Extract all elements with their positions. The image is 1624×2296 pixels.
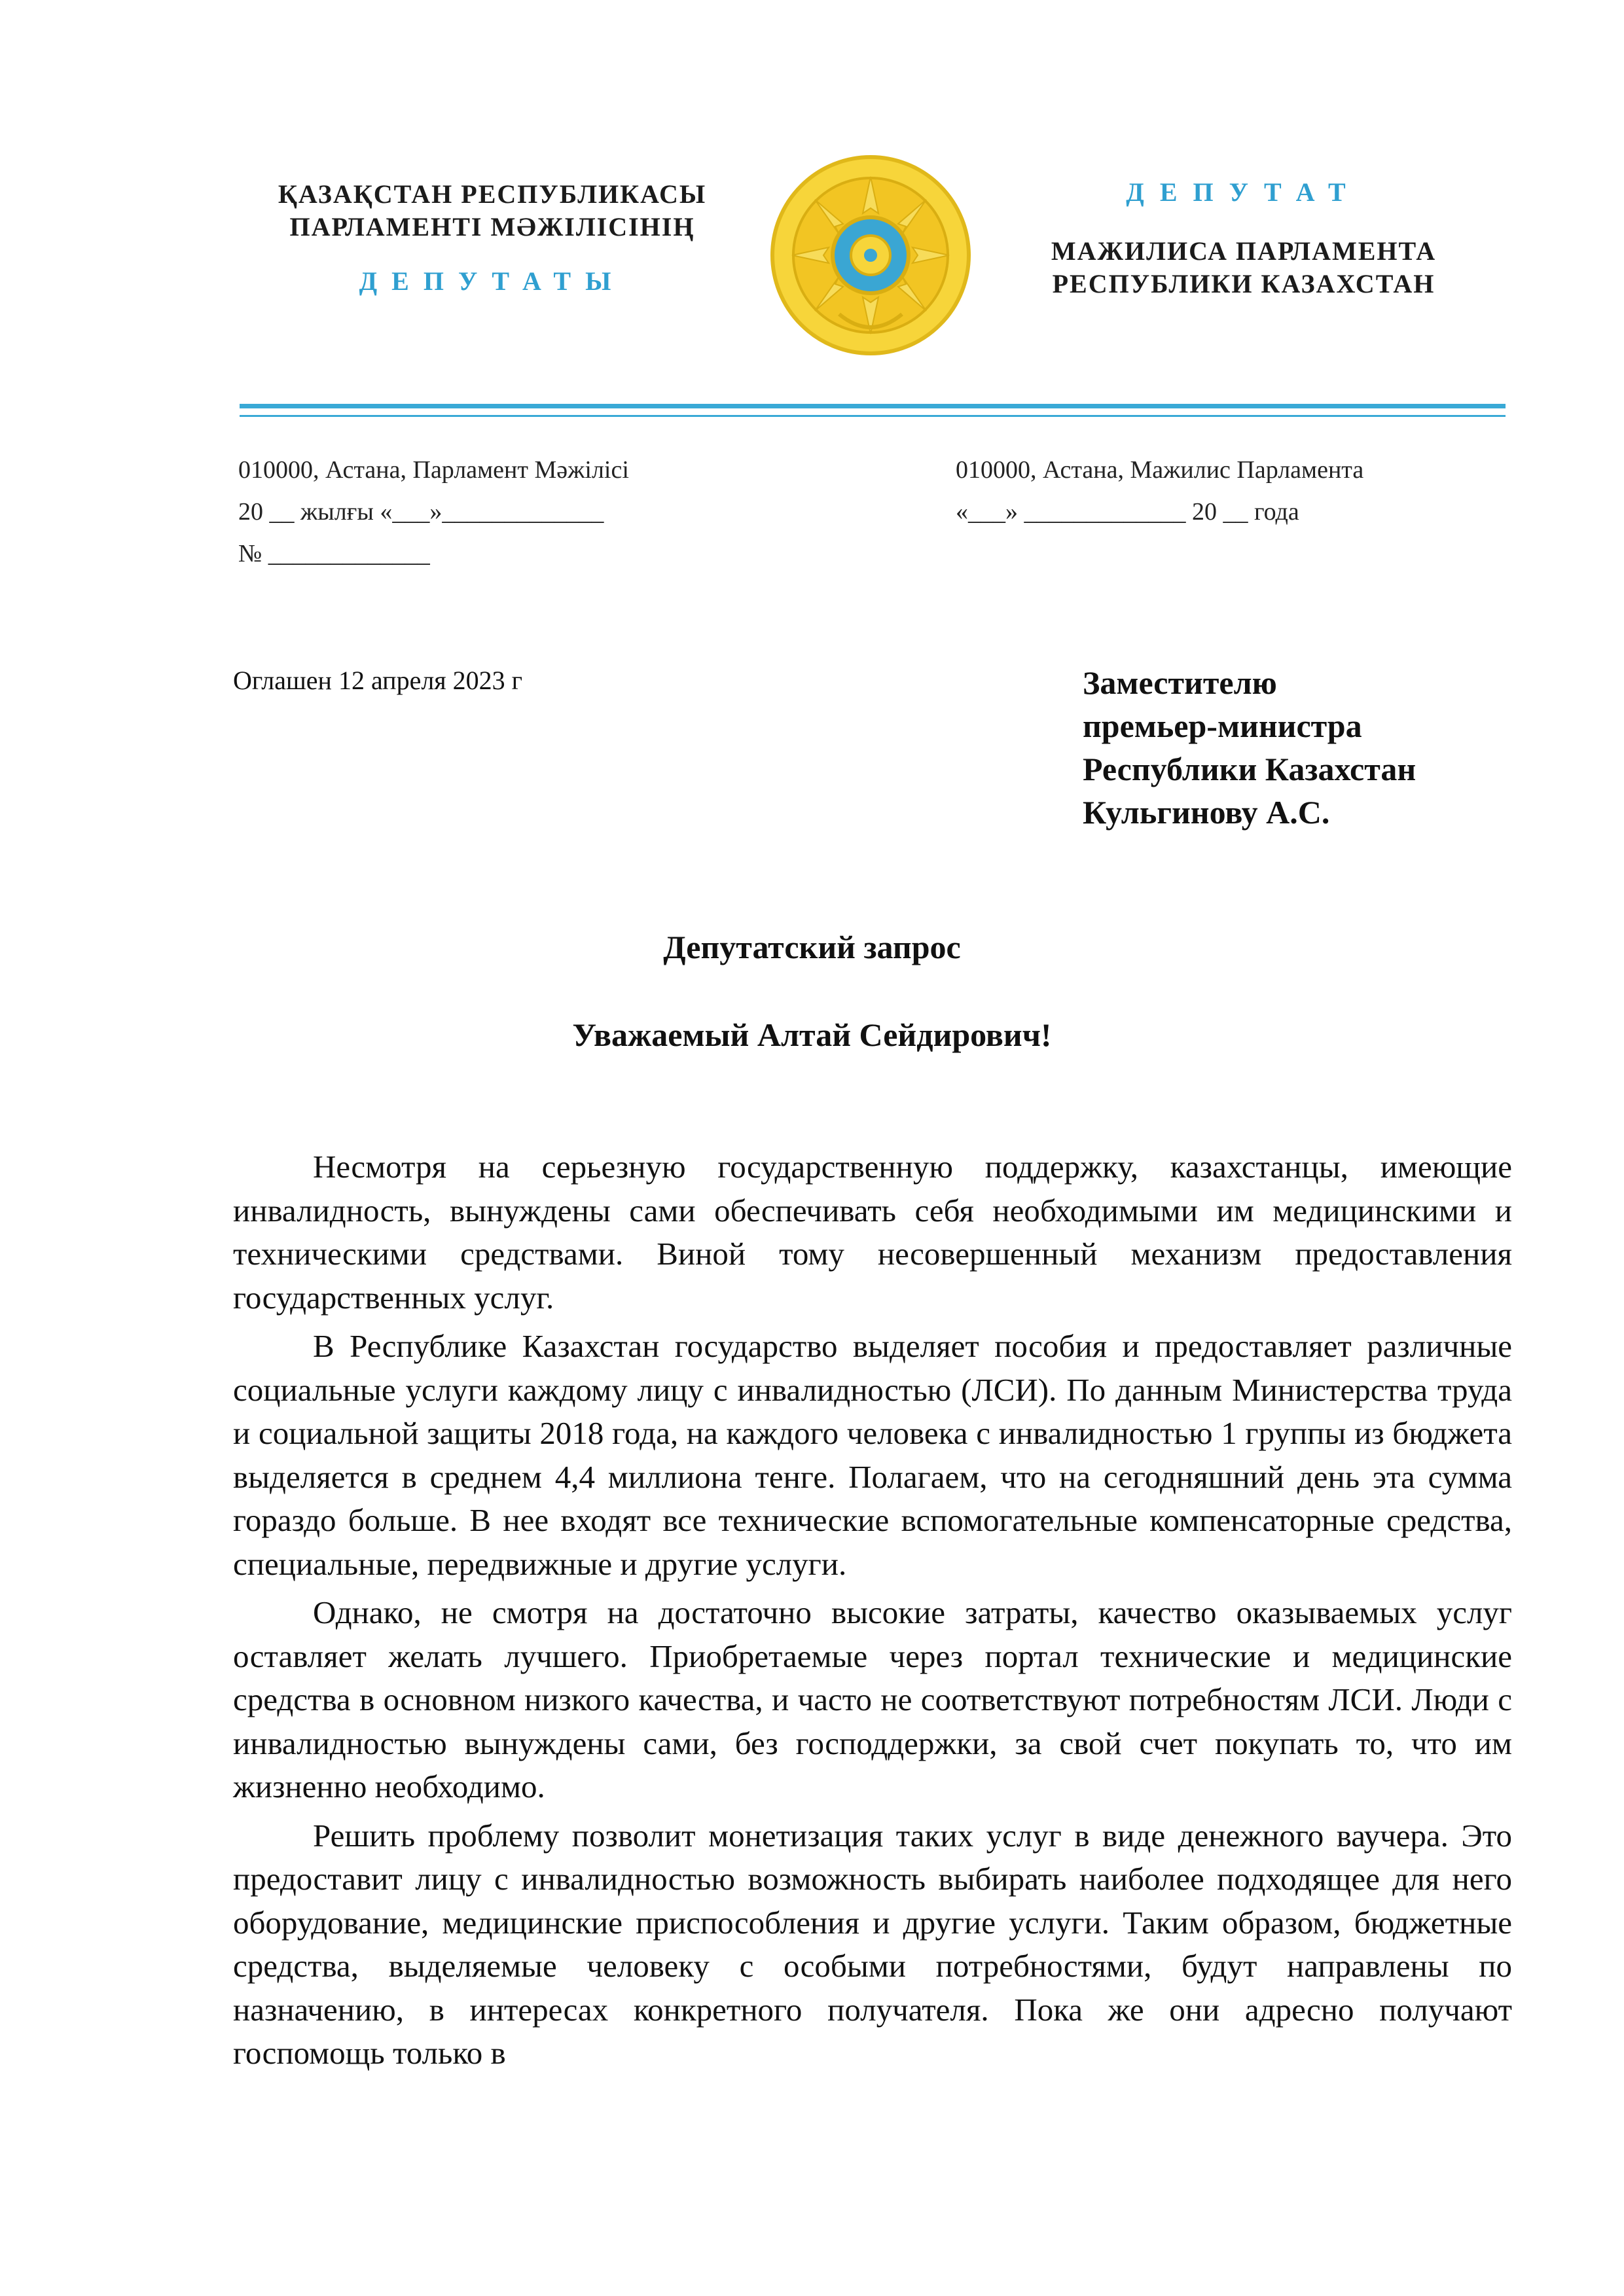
- letterhead-divider-thick: [240, 404, 1506, 408]
- address-kz-line-3: № _____________: [238, 540, 430, 567]
- addressee-block: [1083, 661, 1416, 834]
- addressee-line: Республики Казахстан: [1083, 751, 1416, 787]
- document-title: Депутатский запрос: [663, 929, 961, 965]
- address-kazakh: [238, 449, 629, 575]
- body-paragraph: В Республике Казахстан государство выделяет пособия и предоставляет различные социальные услуги каждому лицу с инвалидностью (ЛСИ). По данным Министерства труда и социальной защиты 2018 года, на каждого человека с инвалидностью 1 группы из бюджета выделяется в среднем 4,4 миллиона тенге. Полагаем, что на сегодняшний день эта сумма гораздо больше. В нее входят все технические вспомогательные компенсаторные средства, специальные, передвижные и другие услуги.: [233, 1328, 1512, 1582]
- letterhead-kz-line-1: ҚАЗАҚСТАН РЕСПУБЛИКАСЫ: [278, 179, 707, 209]
- body-paragraph: Решить проблему позволит монетизация таких услуг в виде денежного ваучера. Это предоставит лицу с инвалидностью возможность выбирать наиболее подходящее для него оборудование, медицинские приспособления и другие услуги. Таким образом, бюджетные средства, выделяемые человеку с особыми потребностями, будут направлены по назначению, в интересах конкретного получателя. Пока же они адресно получают госпомощь только в: [233, 1817, 1512, 2071]
- letterhead-ru-deputy: ДЕПУТАТ: [1126, 177, 1362, 207]
- letterhead-kz-deputy: ДЕПУТАТЫ: [359, 266, 626, 296]
- addressee-line: Кульгинову А.С.: [1083, 794, 1330, 831]
- letterhead-ru-line-2: РЕСПУБЛИКИ КАЗАХСТАН: [1052, 269, 1435, 298]
- address-kz-line-2: 20 __ жылғы «___»_____________: [238, 498, 604, 526]
- announcement-date: Оглашен 12 апреля 2023 г: [233, 666, 523, 695]
- letterhead-divider-thin: [240, 415, 1506, 417]
- body-paragraph: Несмотря на серьезную государственную поддержку, казахстанцы, имеющие инвалидность, вынуждены сами обеспечивать себя необходимыми им медицинскими и техническими средствами. Виной тому несовершенный механизм предоставления государственных услуг.: [233, 1149, 1512, 1316]
- body-paragraph: Однако, не смотря на достаточно высокие затраты, качество оказываемых услуг оставляет желать лучшего. Приобретаемые через портал технические и медицинские средства в основном низкого качества, и часто не соответствуют потребностям ЛСИ. Люди с инвалидностью вынуждены сами, без господдержки, за свой счет покупать то, что им жизненно необходимо.: [233, 1594, 1512, 1804]
- letterhead-kz-line-2: ПАРЛАМЕНТІ МӘЖІЛІСІНІҢ: [289, 212, 695, 242]
- address-ru-line-1: 010000, Астана, Мажилис Парламента: [956, 456, 1364, 484]
- address-russian: [956, 449, 1363, 533]
- address-ru-line-2: «___» _____________ 20 __ года: [956, 498, 1299, 526]
- salutation: Уважаемый Алтай Сейдирович!: [572, 1016, 1052, 1053]
- state-emblem-icon: [766, 151, 975, 360]
- letterhead-kazakh: [244, 178, 741, 296]
- addressee-line: премьер-министра: [1083, 708, 1362, 744]
- letterhead-russian: [1021, 177, 1466, 300]
- letterhead-ru-line-1: МАЖИЛИСА ПАРЛАМЕНТА: [1051, 236, 1437, 266]
- addressee-line: Заместителю: [1083, 664, 1277, 701]
- address-kz-line-1: 010000, Астана, Парламент Мәжілісі: [238, 456, 629, 484]
- letter-body: [233, 1145, 1512, 2081]
